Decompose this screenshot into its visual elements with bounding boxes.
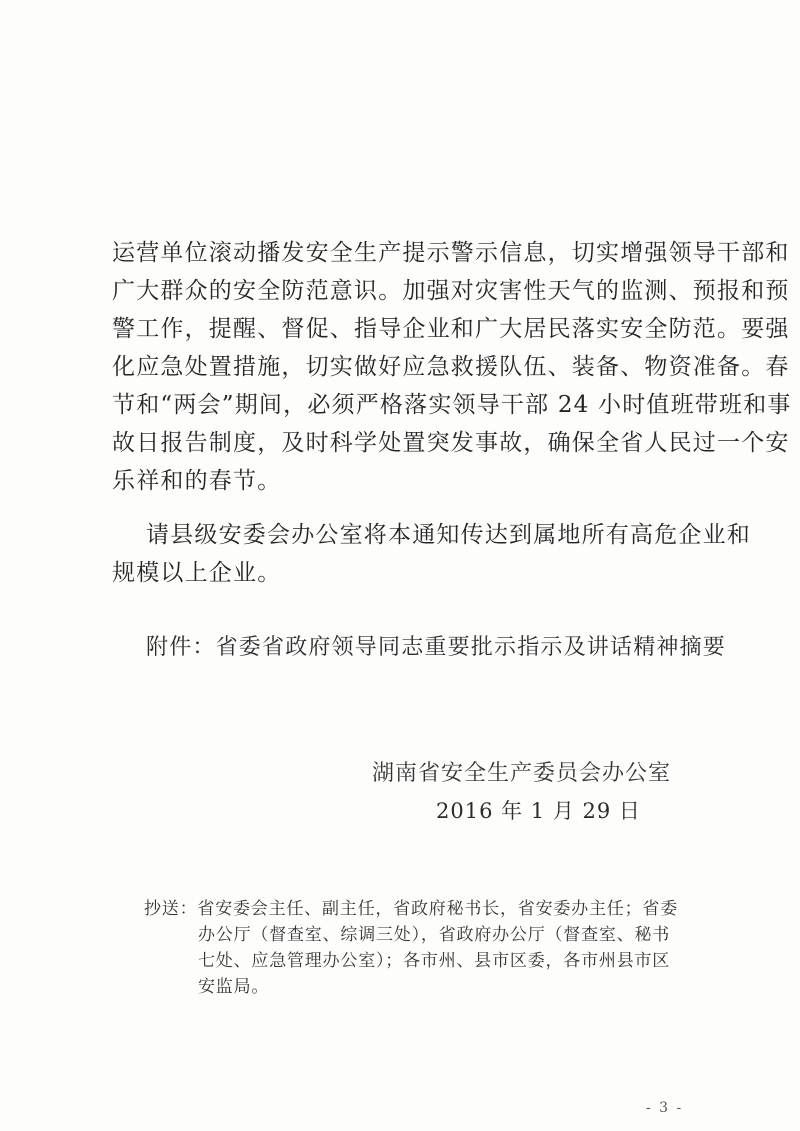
cc-block xyxy=(144,896,704,1000)
body-line: 运营单位滚动播发安全生产提示警示信息，切实增强领导干部和 xyxy=(112,240,790,266)
body-line: 警工作，提醒、督促、指导企业和广大居民落实安全防范。要强 xyxy=(112,316,790,342)
cc-line: 七处、应急管理办公室）；各市州、县市区委，各市州县市区 xyxy=(198,951,671,971)
notice-paragraph xyxy=(112,516,751,592)
cc-line: 安监局。 xyxy=(198,977,270,997)
body-line: 节和“两会”期间，必须严格落实领导干部 24 小时值班带班和事 xyxy=(112,392,792,418)
body-line: 乐祥和的春节。 xyxy=(112,468,282,494)
cc-line: 省安委会主任、副主任，省政府秘书长，省安委办主任；省委 xyxy=(197,899,679,919)
body-line: 故日报告制度，及时科学处置突发事故，确保全省人民过一个安 xyxy=(112,430,790,456)
cc-label: 抄送： xyxy=(144,899,198,919)
notice-line: 请县级安委会办公室将本通知传达到属地所有高危企业和 xyxy=(146,522,751,548)
attachment-line: 附件：省委省政府领导同志重要批示指示及讲话精神摘要 xyxy=(146,635,727,660)
cc-line: 办公厅（督查室、综调三处），省政府办公厅（督查室、秘书 xyxy=(198,925,671,945)
signature-date: 2016 年 1 月 29 日 xyxy=(436,799,641,823)
body-line: 广大群众的安全防范意识。加强对灾害性天气的监测、预报和预 xyxy=(112,278,790,304)
body-line: 化应急处置措施，切实做好应急救援队伍、装备、物资准备。春 xyxy=(112,354,790,380)
page-number: - 3 - xyxy=(646,1100,684,1116)
body-paragraph xyxy=(112,234,792,500)
notice-line: 规模以上企业。 xyxy=(112,560,282,586)
signature-organization: 湖南省安全生产委员会办公室 xyxy=(372,761,672,786)
